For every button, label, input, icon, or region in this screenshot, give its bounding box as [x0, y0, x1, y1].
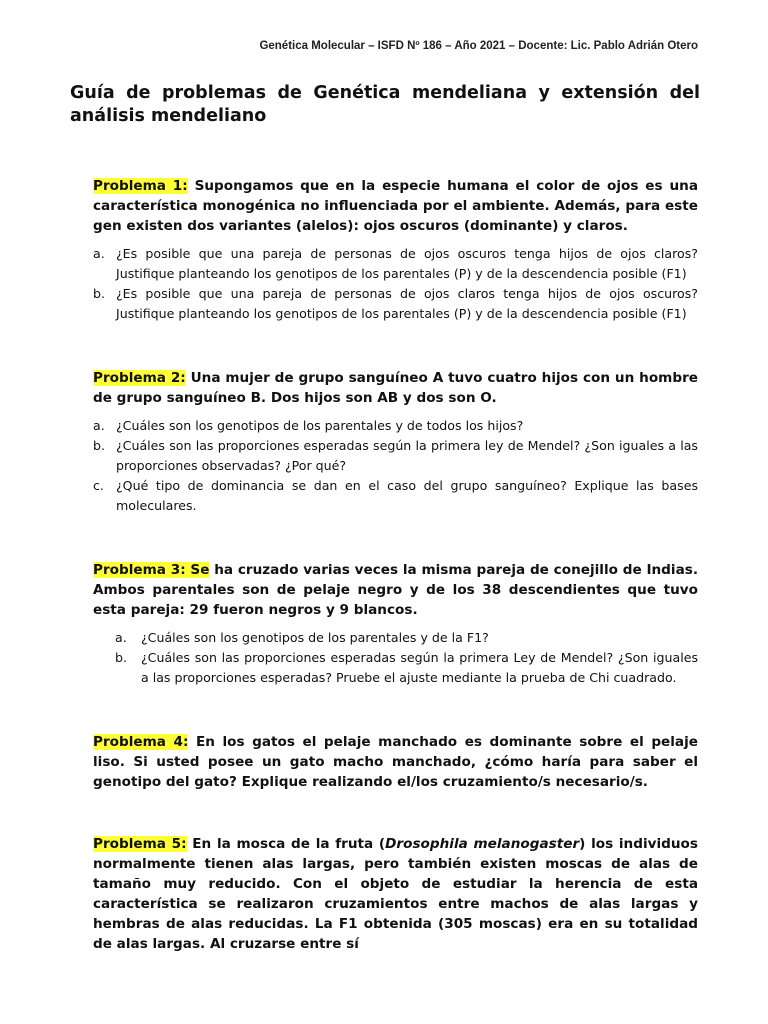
problem-4: [93, 732, 698, 792]
question-list: [93, 628, 698, 688]
problem-text-before: En la mosca de la fruta (: [186, 836, 386, 852]
problem-statement: [93, 368, 698, 408]
problem-statement: [93, 834, 698, 954]
problem-text: Una mujer de grupo sanguíneo A tuvo cuatro hijos con un hombre de grupo sanguíneo B. Dos hijos son AB y dos son O.: [93, 370, 698, 406]
problem-label: Problema 5:: [93, 836, 187, 852]
item-marker: b.: [93, 286, 105, 301]
problem-5: [93, 834, 698, 954]
list-item: [93, 436, 698, 476]
page-header: Genética Molecular – ISFD Nº 186 – Año 2021 – Docente: Lic. Pablo Adrián Otero: [259, 40, 698, 52]
problem-label: Problema 3: Se: [93, 562, 210, 578]
item-marker: b.: [93, 438, 105, 453]
item-text: ¿Qué tipo de dominancia se dan en el caso del grupo sanguíneo? Explique las bases moleculares.: [116, 478, 698, 513]
problem-statement: [93, 732, 698, 792]
item-marker: c.: [93, 478, 104, 493]
problem-label: Problema 4:: [93, 734, 189, 750]
item-text: ¿Cuáles son los genotipos de los parentales y de todos los hijos?: [116, 418, 524, 433]
item-marker: b.: [115, 650, 127, 665]
page-title: Guía de problemas de Genética mendeliana y extensión del análisis mendeliano: [70, 83, 700, 126]
problem-label: Problema 1:: [93, 178, 188, 194]
problem-text: En los gatos el pelaje manchado es dominante sobre el pelaje liso. Si usted posee un gato macho manchado, ¿cómo haría para saber el genotipo del gato? Explique realizando el/los cruzamiento/s necesario/s.: [93, 734, 698, 790]
list-item: [93, 416, 698, 436]
problem-2: [93, 368, 698, 516]
problem-text: ha cruzado varias veces la misma pareja de conejillo de Indias. Ambos parentales son de pelaje negro y de los 38 descendientes que tuvo esta pareja: 29 fueron negros y 9 blancos.: [93, 562, 698, 618]
problem-1: [93, 176, 698, 324]
list-item: [115, 648, 698, 688]
item-marker: a.: [115, 630, 127, 645]
problem-3: [93, 560, 698, 688]
list-item: [93, 476, 698, 516]
list-item: [115, 628, 698, 648]
problem-text-after: ) los individuos normalmente tienen alas largas, pero también existen moscas de alas de tamaño muy reducido. Con el objeto de estudiar la herencia de esta característica se realizaron cruzamientos entre machos de alas largas y hembras de alas reducidas. La F1 obtenida (305 moscas) era en su totalidad de alas largas. Al cruzarse entre sí: [93, 836, 698, 952]
item-text: ¿Es posible que una pareja de personas de ojos oscuros tenga hijos de ojos claros? Justifique planteando los genotipos de los parentales (P) y de la descendencia posible (F1): [116, 246, 698, 281]
item-text: ¿Cuáles son las proporciones esperadas según la primera Ley de Mendel? ¿Son iguales a las proporciones esperadas? Pruebe el ajuste mediante la prueba de Chi cuadrado.: [141, 650, 698, 685]
item-marker: a.: [93, 418, 105, 433]
item-text: ¿Cuáles son los genotipos de los parentales y de la F1?: [141, 630, 489, 645]
question-list: [93, 244, 698, 324]
problem-statement: [93, 176, 698, 236]
item-text: ¿Es posible que una pareja de personas de ojos claros tenga hijos de ojos oscuros? Justifique planteando los genotipos de los parentales (P) y de la descendencia posible (F1): [116, 286, 698, 321]
item-text: ¿Cuáles son las proporciones esperadas según la primera ley de Mendel? ¿Son iguales a las proporciones observadas? ¿Por qué?: [116, 438, 698, 473]
list-item: [93, 284, 698, 324]
problem-text: Supongamos que en la especie humana el color de ojos es una característica monogénica no influenciada por el ambiente. Además, para este gen existen dos variantes (alelos): ojos oscuros (dominante) y claros.: [93, 178, 698, 234]
problem-label: Problema 2:: [93, 370, 186, 386]
item-marker: a.: [93, 246, 105, 261]
species-name: Drosophila melanogaster: [385, 836, 580, 852]
list-item: [93, 244, 698, 284]
question-list: [93, 416, 698, 516]
problem-statement: [93, 560, 698, 620]
